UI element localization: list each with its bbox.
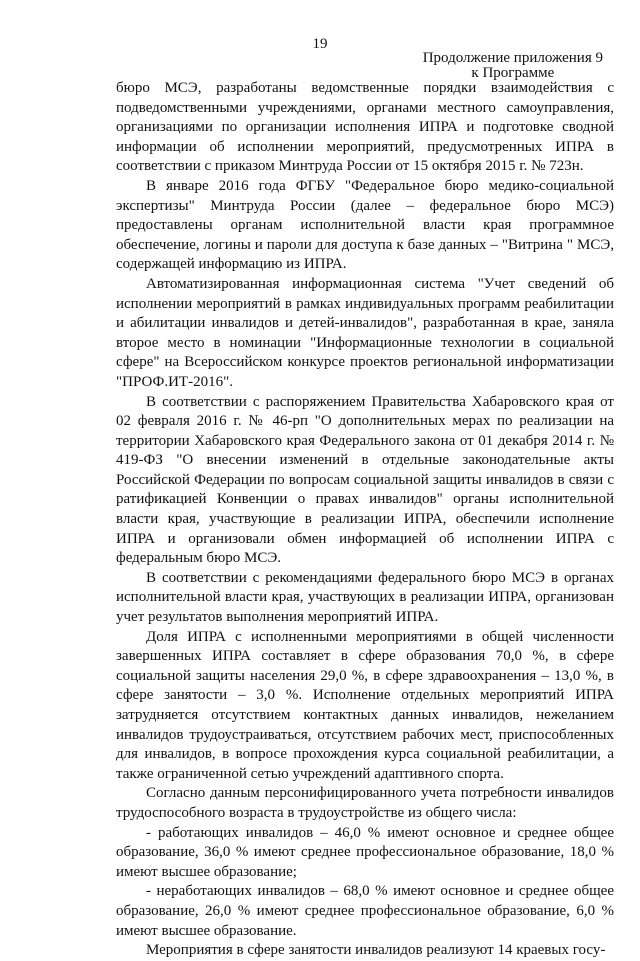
appendix-note-line-2: к Программе	[471, 65, 555, 81]
page-number: 19	[312, 36, 328, 52]
list-item-working-disabled: - работающих инвалидов – 46,0 % имеют основное и среднее общее образование, 36,0 % имеют среднее профессиональное образование, 18,0 % имеют высшее образование;	[116, 824, 614, 880]
document-body	[116, 79, 614, 961]
paragraph-personalized-accounting: Согласно данным персонифицированного учета потребности инвалидов трудоспособного возраста в трудоустройстве из общего числа:	[116, 785, 614, 821]
paragraph-employment-measures: Мероприятия в сфере занятости инвалидов реализуют 14 краевых госу-	[146, 942, 606, 959]
paragraph-continuation: бюро МСЭ, разработаны ведомственные порядки взаимодействия с подведомственными учреждениями, органами местного самоуправления, организациями по организации исполнения ИПРА и подготовке сводной информации об исполнении мероприятий, предусмотренных ИПРА в соответствии с приказом Минтруда России от 15 октября 2015 г. № 723н.	[116, 80, 614, 175]
paragraph-fgbu-data-access: В январе 2016 года ФГБУ "Федеральное бюро медико-социальной экспертизы" Минтруда России (далее – федеральное бюро МСЭ) предоставлены органам исполнительной власти края программное обеспечение, логины и пароли для доступа к базе данных – "Витрина " МСЭ, содержащей информацию из ИПРА.	[116, 177, 614, 273]
paragraph-information-system: Автоматизированная информационная система "Учет сведений об исполнении мероприятий в рамках индивидуальных программ реабилитации и абилитации инвалидов и детей-инвалидов", разработанная в крае, заняла второе место в номинации "Информационные технологии в социальной сфере" на Всероссийском конкурсе проектов региональной информатизации "ПРОФ.ИТ-2016".	[116, 275, 614, 390]
paragraph-ipra-share: Доля ИПРА с исполненными мероприятиями в общей численности завершенных ИПРА составляет в сфере образования 70,0 %, в сфере социальной защиты населения 29,0 %, в сфере здравоохранения – 13,0 %, в сфере занятости – 3,0 %. Исполнение отдельных мероприятий ИПРА затрудняется отсутствием контактных данных инвалидов, нежеланием инвалидов трудоустраиваться, отсутствием рабочих мест, приспособленных для инвалидов, в вопросе прохождения курса социальной реабилитации, а также ограниченной сетью учреждений адаптивного спорта.	[116, 628, 614, 782]
appendix-note	[423, 51, 603, 81]
list-item-non-working-disabled: - неработающих инвалидов – 68,0 % имеют основное и среднее общее образование, 26,0 % имеют среднее профессиональное образование, 6,0 % имеют высшее образование.	[116, 883, 614, 939]
paragraph-government-order: В соответствии с распоряжением Правительства Хабаровского края от 02 февраля 2016 г. № 46-рп "О дополнительных мерах по реализации на территории Хабаровского края Федерального закона от 01 декабря 2014 г. № 419-ФЗ "О внесении изменений в отдельные законодательные акты Российской Федерации по вопросам социальной защиты инвалидов в связи с ратификацией Конвенции о правах инвалидов" органы исполнительной власти края, участвующие в реализации ИПРА, обеспечили исполнение ИПРА и организовали обмен информацией об исполнении ИПРА с федеральным бюро МСЭ.	[116, 393, 614, 567]
paragraph-recommendations: В соответствии с рекомендациями федерального бюро МСЭ в органах исполнительной власти края, участвующих в реализации ИПРА, организован учет результатов выполнения мероприятий ИПРА.	[116, 569, 614, 626]
appendix-note-line-1: Продолжение приложения 9	[422, 50, 603, 66]
